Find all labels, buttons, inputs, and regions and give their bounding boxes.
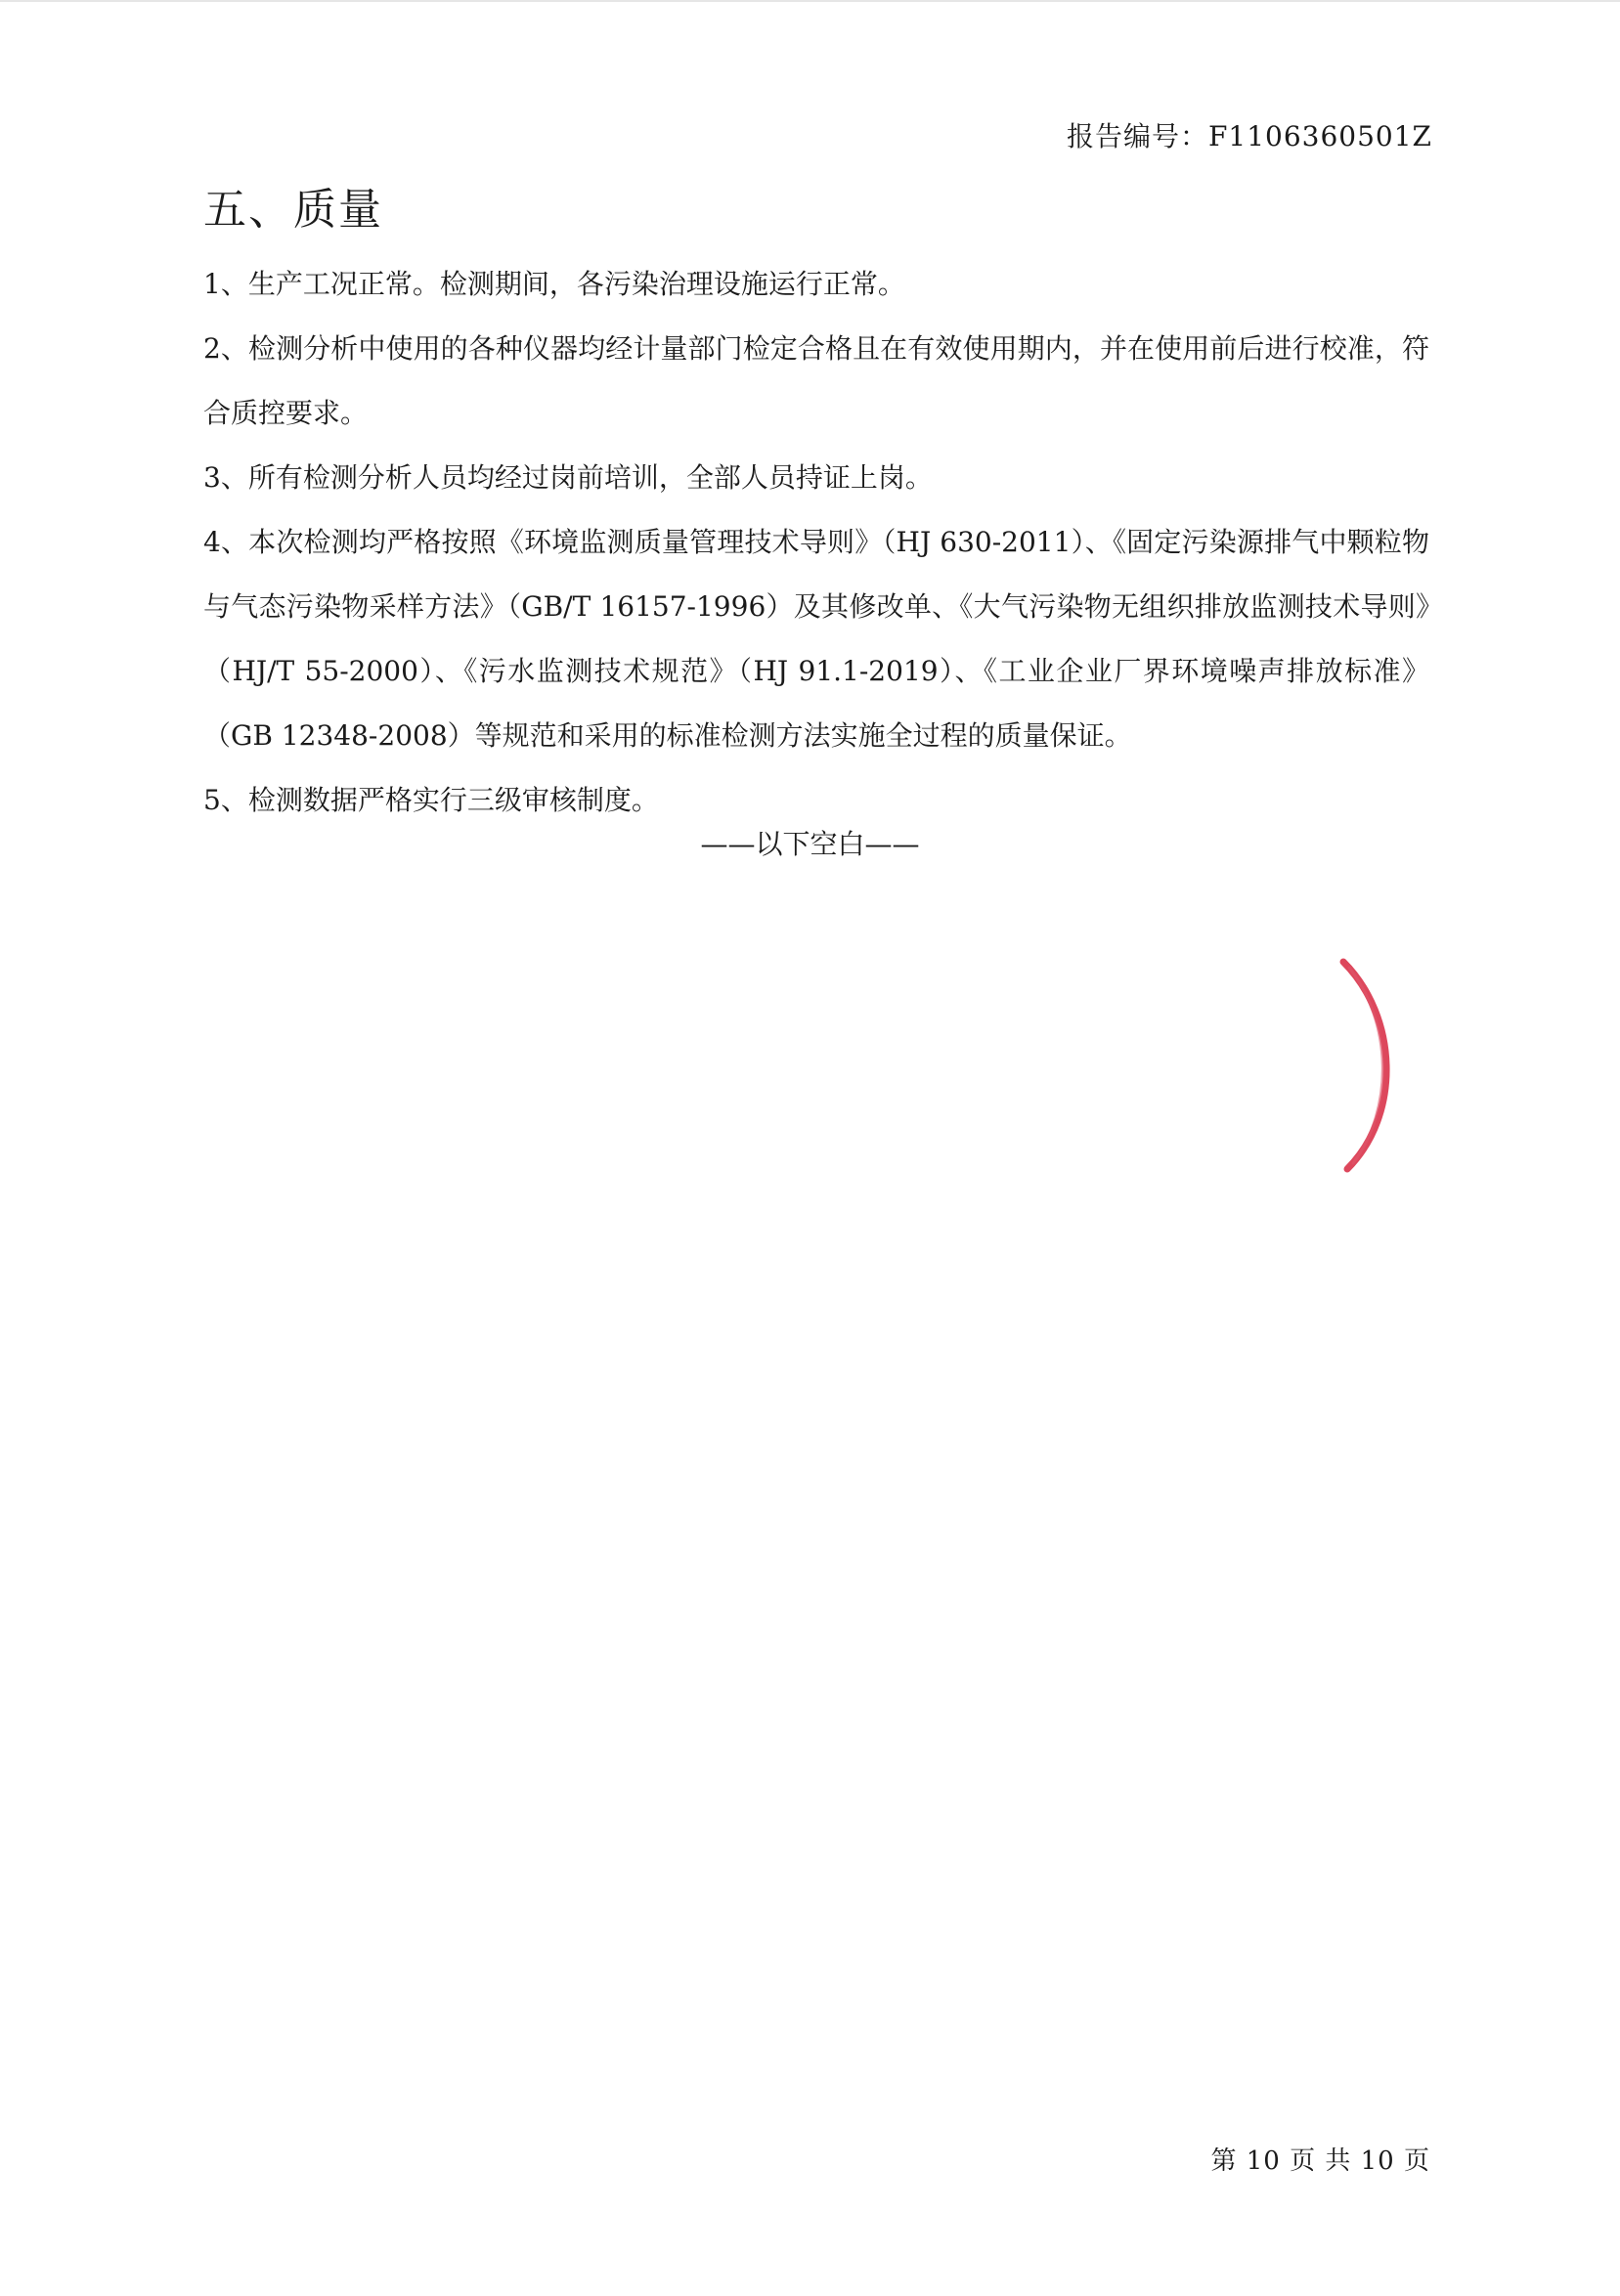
section-title: 五、质量 bbox=[203, 185, 383, 235]
report-number: 报告编号：F1106360501Z bbox=[1066, 120, 1432, 152]
paragraph-5: 5、检测数据严格实行三级审核制度。 bbox=[203, 784, 659, 816]
end-of-content-mark: ——以下空白—— bbox=[700, 828, 920, 860]
section-body bbox=[203, 252, 1429, 833]
page-number: 第 10 页 共 10 页 bbox=[1210, 2146, 1430, 2176]
paragraph-3: 3、所有检测分析人员均经过岗前培训，全部人员持证上岗。 bbox=[203, 461, 933, 494]
paragraph-2: 2、检测分析中使用的各种仪器均经计量部门检定合格且在有效使用期内，并在使用前后进行校准，符合质控要求。 bbox=[203, 332, 1429, 429]
paragraph-4: 4、本次检测均严格按照《环境监测质量管理技术导则》（HJ 630-2011）、《固定污染源排气中颗粒物与气态污染物采样方法》（GB/T 16157-1996）及其修改单、《大气污染物无组织排放监测技术导则》（HJ/T 55-2000）、《污水监测技术规范》（HJ 91.1-2019）、《工业企业厂界环境噪声排放标准》（GB 12348-2008）等规范和采用的标准检测方法实施全过程的质量保证。 bbox=[203, 526, 1429, 752]
seal-stamp-icon bbox=[1339, 958, 1398, 1173]
scan-top-edge bbox=[0, 0, 1620, 2]
paragraph-1: 1、生产工况正常。检测期间，各污染治理设施运行正常。 bbox=[203, 268, 905, 300]
